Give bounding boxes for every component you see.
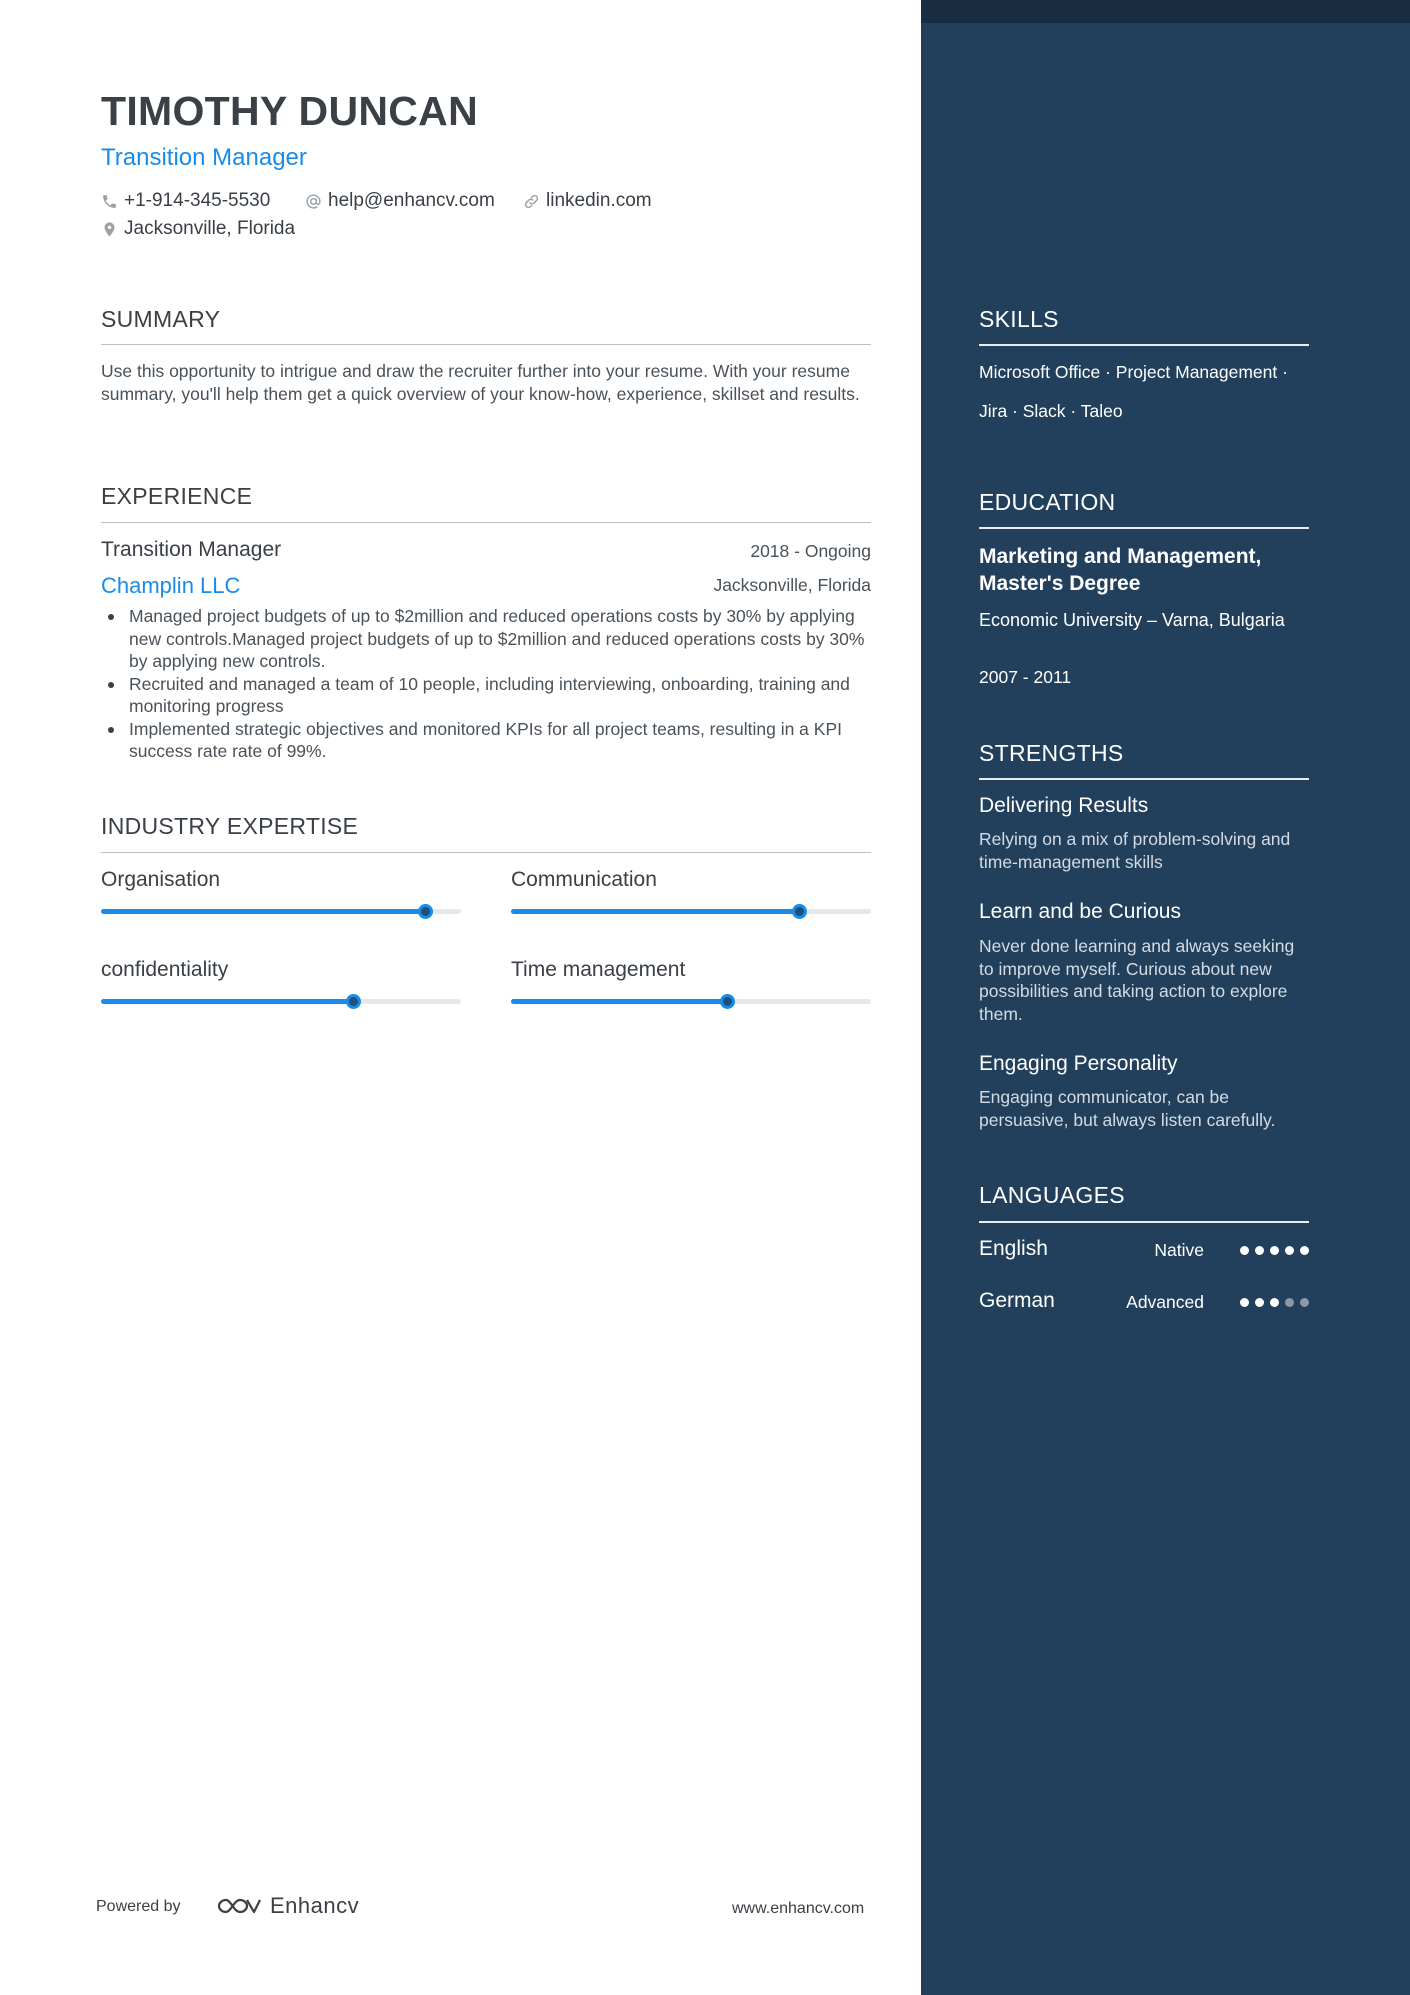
job-company[interactable]: Champlin LLC [101, 573, 241, 598]
candidate-name: TIMOTHY DUNCAN [101, 88, 478, 134]
powered-by-label: Powered by [96, 1898, 181, 1915]
expertise-knob [720, 994, 735, 1009]
skills-divider [979, 344, 1309, 346]
skills-line-2: Jira · Slack · Taleo [979, 401, 1123, 421]
strength-title: Engaging Personality [979, 1052, 1178, 1075]
job-dates: 2018 - Ongoing [750, 541, 871, 561]
language-level: Native [1154, 1240, 1204, 1260]
language-dot-filled [1300, 1246, 1309, 1255]
job-bullets [101, 605, 871, 763]
contact-location [101, 218, 295, 240]
experience-divider [101, 522, 871, 523]
language-dot-filled [1255, 1298, 1264, 1307]
language-dot-empty [1285, 1298, 1294, 1307]
language-dot-filled [1240, 1246, 1249, 1255]
phone-text: +1-914-345-5530 [124, 190, 271, 211]
expertise-label: confidentiality [101, 958, 229, 981]
skills-line-1: Microsoft Office · Project Management · [979, 362, 1288, 382]
strength-description: Relying on a mix of problem-solving and time-management skills [979, 829, 1291, 872]
bullet-dot [108, 682, 114, 688]
expertise-track [101, 909, 461, 914]
expertise-divider [101, 852, 871, 853]
language-dot-filled [1270, 1298, 1279, 1307]
language-dot-filled [1285, 1246, 1294, 1255]
list-item [101, 673, 871, 718]
education-degree: Marketing and Management, Master's Degree [979, 545, 1262, 595]
link-text: linkedin.com [546, 190, 652, 211]
language-name: German [979, 1289, 1055, 1312]
bullet-text: Recruited and managed a team of 10 people, including interviewing, onboarding, training and monitoring progress [129, 673, 850, 716]
experience-heading: EXPERIENCE [101, 483, 253, 509]
expertise-fill [101, 909, 425, 914]
at-icon [305, 193, 322, 210]
expertise-track [101, 999, 461, 1004]
strength-description: Engaging communicator, can be persuasive, but always listen carefully. [979, 1087, 1276, 1130]
email-text: help@enhancv.com [328, 190, 495, 211]
language-name: English [979, 1237, 1048, 1260]
expertise-knob [418, 904, 433, 919]
language-dot-filled [1240, 1298, 1249, 1307]
expertise-fill [511, 909, 799, 914]
strengths-heading: STRENGTHS [979, 740, 1124, 766]
language-dot-filled [1255, 1246, 1264, 1255]
education-school: Economic University – Varna, Bulgaria [979, 610, 1285, 630]
summary-divider [101, 344, 871, 345]
bullet-text: Managed project budgets of up to $2million and reduced operations costs by 30% by applying new controls.Managed project budgets of up to $2million and reduced operations costs by 30% by applying new controls. [129, 606, 865, 671]
languages-divider [979, 1221, 1309, 1223]
list-item [101, 718, 871, 763]
language-level: Advanced [1126, 1292, 1204, 1312]
summary-heading: SUMMARY [101, 306, 221, 332]
expertise-heading: INDUSTRY EXPERTISE [101, 813, 359, 839]
footer-url[interactable]: www.enhancv.com [732, 1900, 865, 1917]
contact-email[interactable] [305, 190, 495, 212]
expertise-fill [511, 999, 727, 1004]
infinity-logo-icon [214, 1894, 262, 1918]
location-text: Jacksonville, Florida [124, 218, 296, 239]
language-dot-empty [1300, 1298, 1309, 1307]
contact-phone[interactable] [101, 190, 270, 212]
expertise-knob [792, 904, 807, 919]
list-item [101, 605, 871, 673]
expertise-track [511, 999, 871, 1004]
languages-heading: LANGUAGES [979, 1182, 1125, 1208]
job-location: Jacksonville, Florida [713, 575, 871, 595]
expertise-track [511, 909, 871, 914]
contact-link[interactable] [523, 190, 652, 212]
strength-title: Learn and be Curious [979, 900, 1181, 923]
bullet-dot [108, 614, 114, 620]
summary-text: Use this opportunity to intrigue and draw the recruiter further into your resume. With your resume summary, you'll help them get a quick overview of your know-how, experience, skillset and results. [101, 361, 860, 404]
education-divider [979, 527, 1309, 529]
language-row [979, 1289, 1309, 1319]
strength-title: Delivering Results [979, 794, 1149, 817]
expertise-fill [101, 999, 353, 1004]
phone-icon [101, 193, 118, 210]
language-dot-filled [1270, 1246, 1279, 1255]
link-icon [523, 193, 540, 210]
enhancv-logo[interactable] [214, 1893, 359, 1919]
sidebar-top-band [921, 0, 1410, 23]
brand-name: Enhancv [270, 1893, 360, 1918]
language-dots [1234, 1298, 1309, 1307]
education-dates: 2007 - 2011 [979, 667, 1072, 687]
expertise-label: Organisation [101, 868, 221, 891]
language-dots [1234, 1246, 1309, 1255]
bullet-text: Implemented strategic objectives and monitored KPIs for all project teams, resulting in a KPI success rate rate of 99%. [129, 718, 842, 761]
expertise-label: Time management [511, 958, 686, 981]
bullet-dot [108, 727, 114, 733]
candidate-title: Transition Manager [101, 144, 307, 171]
language-row [979, 1237, 1309, 1267]
job-title: Transition Manager [101, 538, 282, 561]
location-pin-icon [101, 221, 118, 238]
strengths-divider [979, 778, 1309, 780]
skills-heading: SKILLS [979, 306, 1059, 332]
strength-description: Never done learning and always seeking to improve myself. Curious about new possibilities and taking action to explore them. [979, 936, 1295, 1024]
education-heading: EDUCATION [979, 489, 1116, 515]
expertise-label: Communication [511, 868, 657, 891]
expertise-knob [346, 994, 361, 1009]
